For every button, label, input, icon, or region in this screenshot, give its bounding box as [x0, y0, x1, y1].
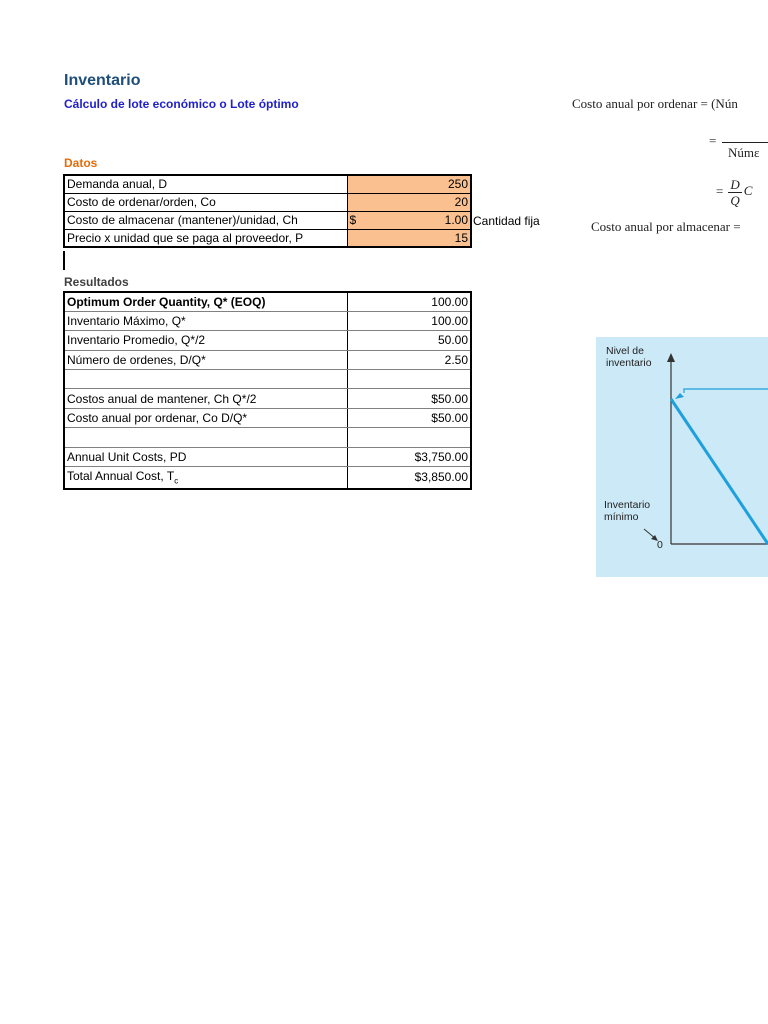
page-title: Inventario: [64, 72, 141, 89]
result-row: [64, 447, 471, 466]
datos-section-label: Datos: [64, 156, 98, 170]
result-row: [64, 467, 471, 489]
chart-zero-label: 0: [657, 539, 663, 551]
total-label-text: Total Annual Cost, T: [67, 469, 175, 484]
page-subtitle: Cálculo de lote económico o Lote óptimo: [64, 97, 299, 111]
result-cell-value[interactable]: $50.00: [347, 389, 471, 408]
result-row: [64, 389, 471, 408]
datos-cell-value[interactable]: 250: [347, 175, 471, 193]
result-row: [64, 428, 471, 447]
result-cell-value[interactable]: $3,850.00: [347, 467, 471, 489]
result-cell-value[interactable]: $3,750.00: [347, 447, 471, 466]
result-row: [64, 408, 471, 427]
result-cell-value[interactable]: $50.00: [347, 408, 471, 427]
fraction-numerator: D: [730, 177, 740, 192]
cantidad-fija-note[interactable]: Cantidad fija: [473, 214, 540, 228]
result-row: [64, 370, 471, 389]
result-row: [64, 350, 471, 369]
max-pointer-arrow: [675, 393, 684, 399]
datos-cell-value[interactable]: 15: [347, 229, 471, 247]
fraction-d-over-q: [728, 177, 741, 208]
datos-row: [64, 211, 471, 229]
result-cell-label[interactable]: [64, 428, 347, 447]
result-cell-value[interactable]: 50.00: [347, 331, 471, 350]
result-cell-value[interactable]: 100.00: [347, 311, 471, 330]
resultados-section-label: Resultados: [64, 275, 129, 289]
datos-cell-label[interactable]: Costo de almacenar (mantener)/unidad, Ch: [64, 211, 347, 229]
cell-cursor: [63, 251, 65, 270]
datos-value-text: 1.00: [444, 213, 468, 227]
datos-row: [64, 193, 471, 211]
equals-sign: =: [716, 183, 724, 199]
fraction-denominator: Q: [730, 193, 740, 208]
datos-cell-value[interactable]: 20: [347, 193, 471, 211]
inventory-depletion-line: [671, 399, 768, 544]
resultados-table: [63, 291, 472, 490]
result-cell-label[interactable]: Annual Unit Costs, PD: [64, 447, 347, 466]
currency-symbol: $: [349, 213, 357, 227]
y-axis-arrow: [667, 353, 675, 362]
total-label-subscript: c: [174, 476, 179, 486]
datos-cell-label[interactable]: Precio x unidad que se paga al proveedor, P: [64, 229, 347, 247]
formula-costo-almacenar: Costo anual por almacenar =: [591, 219, 741, 234]
max-pointer-line: [684, 389, 768, 393]
chart-y-label: Nivel de inventario: [606, 345, 652, 369]
formula-line-2-denominator: Númε: [728, 145, 760, 160]
datos-cell-value[interactable]: [347, 211, 471, 229]
equals-sign: =: [709, 133, 717, 148]
formula-costo-ordenar: Costo anual por ordenar = (Nún: [572, 96, 738, 111]
result-cell-label[interactable]: Inventario Máximo, Q*: [64, 311, 347, 330]
datos-table: [63, 174, 472, 248]
result-row: [64, 311, 471, 330]
inventory-chart-image: [596, 337, 768, 577]
result-cell-value[interactable]: [347, 370, 471, 389]
result-cell-value[interactable]: 2.50: [347, 350, 471, 369]
fraction-bar: [722, 142, 768, 143]
formula-line-3: [716, 177, 752, 208]
result-cell-value[interactable]: 100.00: [347, 292, 471, 311]
inventory-chart-svg: [596, 337, 768, 577]
result-row: [64, 292, 471, 311]
result-cell-label[interactable]: Costos anual de mantener, Ch Q*/2: [64, 389, 347, 408]
result-cell-label[interactable]: Número de ordenes, D/Q*: [64, 350, 347, 369]
datos-cell-label[interactable]: Costo de ordenar/orden, Co: [64, 193, 347, 211]
datos-row: [64, 175, 471, 193]
datos-row: [64, 229, 471, 247]
result-cell-label[interactable]: [64, 467, 347, 489]
chart-min-label: Inventario mínimo: [604, 499, 651, 523]
datos-cell-label[interactable]: Demanda anual, D: [64, 175, 347, 193]
result-cell-label[interactable]: [64, 370, 347, 389]
result-cell-label[interactable]: Costo anual por ordenar, Co D/Q*: [64, 408, 347, 427]
result-cell-label[interactable]: Optimum Order Quantity, Q* (EOQ): [64, 292, 347, 311]
result-cell-label[interactable]: Inventario Promedio, Q*/2: [64, 331, 347, 350]
result-row: [64, 331, 471, 350]
formula-tail: C: [743, 183, 753, 199]
result-cell-value[interactable]: [347, 428, 471, 447]
